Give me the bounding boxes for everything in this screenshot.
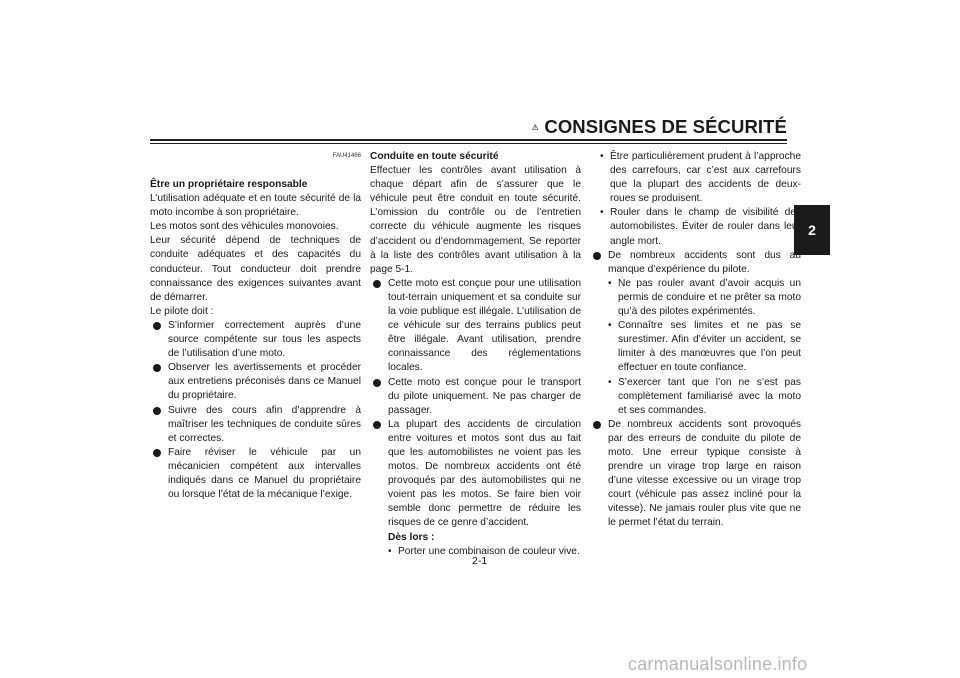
bullet-item: S’informer correctement auprès d’une source compétente sur tous les aspects de l’utilisation d’une moto. xyxy=(150,319,361,361)
page-number: 2-1 xyxy=(472,555,488,567)
column-3 xyxy=(590,150,801,531)
sub-item: • Connaître ses limites et ne pas se surestimer. Afin d’éviter un accident, se limiter à des manœuvres que l’on peut effectuer en toute confiance. xyxy=(590,319,801,375)
sub-item: • Rouler dans le champ de visibilité des automobilistes. Éviter de rouler dans leur angle mort. xyxy=(590,206,801,248)
paragraph: Les motos sont des véhicules monovoies. xyxy=(150,221,339,233)
bullet-item: La plupart des accidents de circulation entre voitures et motos sont dus au fait que les automobilistes ne voient pas les motos. De nombreux accidents ont été provoqués par des automobilistes qui ne voient pas les motos. Se faire bien voir semble donc permettre de réduire les risques de ce genre d’accident. xyxy=(370,418,581,531)
warning-triangle-icon xyxy=(532,118,538,136)
sub-heading: Dès lors : xyxy=(388,531,435,543)
section-heading: Être un propriétaire responsable xyxy=(150,179,308,190)
bullet-item: Suivre des cours afin d’apprendre à maîtriser les techniques de conduite sûres et correctes. xyxy=(150,404,361,446)
paragraph: Leur sécurité dépend de techniques de conduite adéquates et des capacités du conducteur. Tout conducteur doit prendre connaissance des exigences suivantes avant de démarrer. xyxy=(150,235,361,303)
page-header xyxy=(532,116,787,138)
sub-item: • Porter une combinaison de couleur vive. xyxy=(370,545,581,559)
header-rule-thin xyxy=(150,143,787,144)
reference-code: FAU41466 xyxy=(332,153,361,159)
sub-item: • S’exercer tant que l’on ne s’est pas complètement familiarisé avec la moto et ses commandes. xyxy=(590,376,801,418)
bullet-item: Observer les avertissements et procéder aux entretiens préconisés dans ce Manuel du propriétaire. xyxy=(150,361,361,403)
bullet-item: De nombreux accidents sont dus au manque d’expérience du pilote. xyxy=(590,249,801,277)
section-heading: Conduite en toute sécurité xyxy=(370,151,499,162)
header-rule xyxy=(150,139,787,141)
paragraph: Effectuer les contrôles avant utilisation à chaque départ afin de s’assurer que le véhicule peut être conduit en toute sécurité. L’omission du contrôle ou de l’entretien correcte du véhicule augmente les risques d’accident ou d’endommagement. Se reporter à la liste des contrôles avant utilisation à la page 5-1. xyxy=(370,165,581,275)
bullet-item: Cette moto est conçue pour une utilisation tout-terrain uniquement et sa conduite sur la voie publique est illégale. L’utilisation de ce véhicule sur des terrains publics peut être illégale. Avant utilisation, prendre connaissance des réglementations locales. xyxy=(370,277,581,376)
paragraph: L’utilisation adéquate et en toute sécurité de la moto incombe à son propriétaire. xyxy=(150,193,361,219)
bullet-item: Cette moto est conçue pour le transport du pilote uniquement. Ne pas charger de passager. xyxy=(370,376,581,418)
column-2 xyxy=(370,150,581,559)
paragraph: Le pilote doit : xyxy=(150,305,214,317)
sub-item: • Ne pas rouler avant d’avoir acquis un permis de conduire et ne prêter sa moto qu’à des pilotes expérimentés. xyxy=(590,277,801,319)
chapter-tab: 2 xyxy=(794,205,830,255)
page-title: CONSIGNES DE SÉCURITÉ xyxy=(544,116,787,137)
bullet-item: Faire réviser le véhicule par un mécanicien compétent aux intervalles indiqués dans ce Manuel du propriétaire ou lorsque l’état de la mécanique l’exige. xyxy=(150,446,361,502)
watermark: carmanualsonline.info xyxy=(628,654,808,674)
bullet-item: De nombreux accidents sont provoqués par des erreurs de conduite du pilote de moto. Une erreur typique consiste à prendre un virage trop large en raison d’une vitesse excessive ou un virage trop court (véhicule pas assez incliné pour la vitesse). Ne jamais rouler plus vite que ne le permet l’état du terrain. xyxy=(590,418,801,531)
sub-item: • Être particulièrement prudent à l’approche des carrefours, car c’est aux carrefours que la plupart des accidents de deux-roues se produisent. xyxy=(590,150,801,206)
column-1 xyxy=(150,150,361,502)
